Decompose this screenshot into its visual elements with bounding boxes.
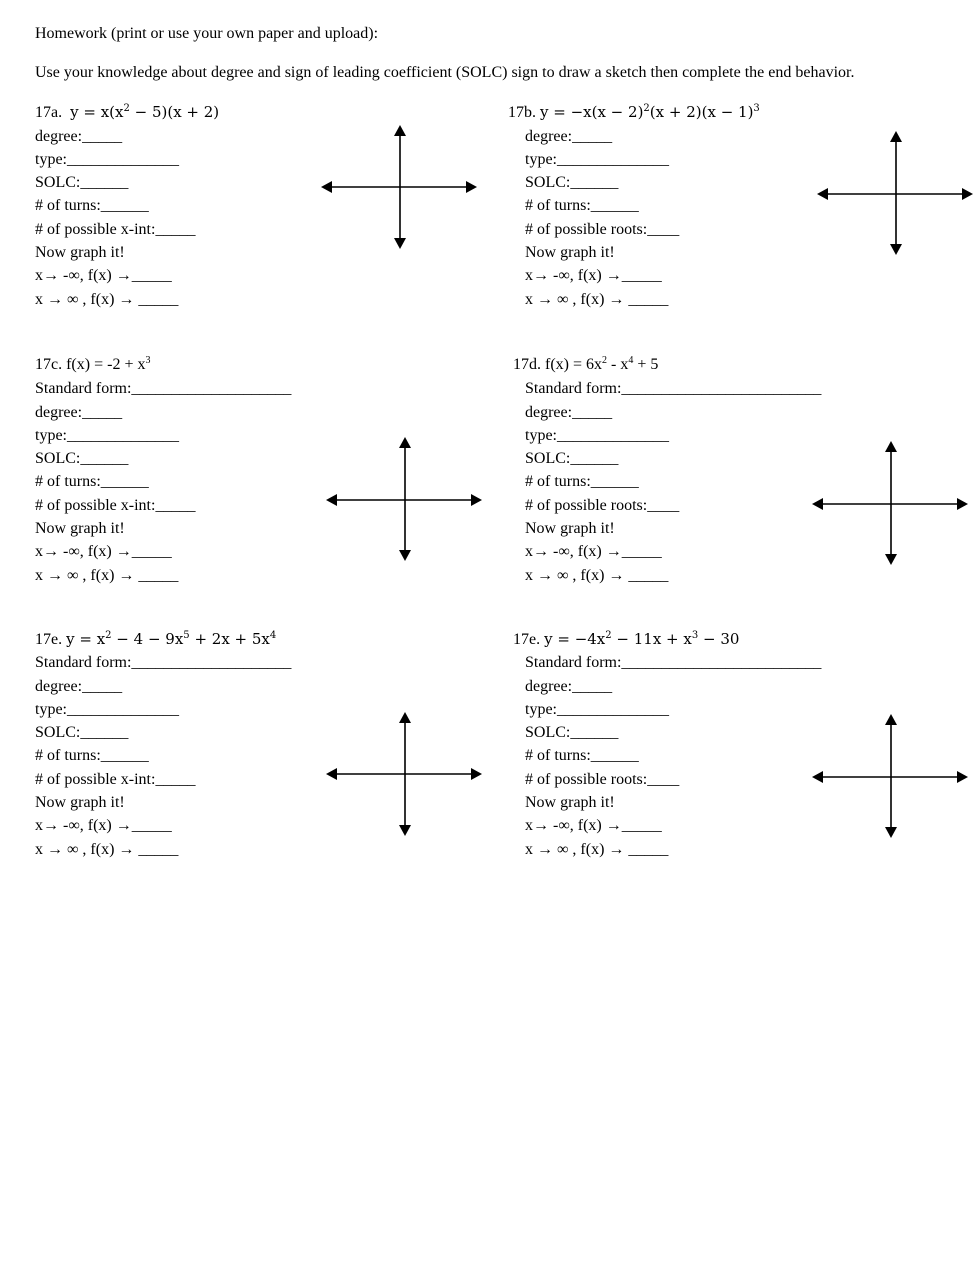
instructions: Use your knowledge about degree and sign of leading coefficient (SOLC) sign to draw a sketch then complete the end behavior. [35, 64, 855, 81]
type-field[interactable]: type:______________ [35, 701, 179, 718]
turns-field[interactable]: # of turns:______ [525, 747, 639, 764]
turns-field[interactable]: # of turns:______ [35, 747, 149, 764]
type-field[interactable]: type:______________ [525, 701, 669, 718]
turns-field[interactable]: # of turns:______ [525, 473, 639, 490]
graph-prompt: Now graph it! [525, 794, 615, 811]
type-field[interactable]: type:______________ [525, 151, 669, 168]
solc-field[interactable]: SOLC:______ [35, 724, 129, 741]
roots-field[interactable]: # of possible roots:____ [525, 221, 680, 238]
xint-field[interactable]: # of possible x-int:_____ [35, 497, 196, 514]
graph-prompt: Now graph it! [35, 244, 125, 261]
turns-field[interactable]: # of turns:______ [525, 197, 639, 214]
graph-prompt: Now graph it! [35, 520, 125, 537]
roots-field[interactable]: # of possible roots:____ [525, 497, 680, 514]
end-behavior-neg-field[interactable]: x→ -∞, f(x) →_____ [35, 817, 172, 834]
degree-field[interactable]: degree:_____ [35, 128, 123, 145]
degree-field[interactable]: degree:_____ [525, 128, 613, 145]
xint-field[interactable]: # of possible x-int:_____ [35, 221, 196, 238]
axes-17e-right [811, 713, 969, 839]
end-behavior-neg-field[interactable]: x→ -∞, f(x) →_____ [525, 817, 662, 834]
solc-field[interactable]: SOLC:______ [525, 724, 619, 741]
end-behavior-pos-field[interactable]: x → ∞ , f(x) → _____ [35, 841, 179, 858]
end-behavior-neg-field[interactable]: x→ -∞, f(x) →_____ [35, 267, 172, 284]
end-behavior-neg-field[interactable]: x→ -∞, f(x) →_____ [525, 267, 662, 284]
end-behavior-neg-field[interactable]: x→ -∞, f(x) →_____ [525, 543, 662, 560]
turns-field[interactable]: # of turns:______ [35, 473, 149, 490]
homework-header: Homework (print or use your own paper and upload): [35, 25, 379, 42]
end-behavior-pos-field[interactable]: x → ∞ , f(x) → _____ [525, 291, 669, 308]
degree-field[interactable]: degree:_____ [35, 678, 123, 695]
problem-17d-title: 17d. $f(x) = 6x^2 - x^4 + 5$ [513, 355, 659, 373]
roots-field[interactable]: # of possible roots:____ [525, 771, 680, 788]
standard-form-field[interactable]: Standard form:____________________ [35, 654, 292, 671]
end-behavior-neg-field[interactable]: x→ -∞, f(x) →_____ [35, 543, 172, 560]
axes-17b [816, 130, 974, 256]
solc-field[interactable]: SOLC:______ [35, 450, 129, 467]
end-behavior-pos-field[interactable]: x → ∞ , f(x) → _____ [525, 841, 669, 858]
graph-prompt: Now graph it! [35, 794, 125, 811]
axes-17d [811, 440, 969, 566]
end-behavior-pos-field[interactable]: x → ∞ , f(x) → _____ [525, 567, 669, 584]
end-behavior-pos-field[interactable]: x → ∞ , f(x) → _____ [35, 567, 179, 584]
turns-field[interactable]: # of turns:______ [35, 197, 149, 214]
problem-17e-right-title: 17e. $y = -4x^2 - 11x + x^3 - 30$ [513, 630, 740, 648]
problem-17b-title: 17b. $y = -x(x - 2)^2(x + 2)(x - 1)^3$ [508, 103, 760, 121]
solc-field[interactable]: SOLC:______ [525, 450, 619, 467]
problem-17a-title: 17a. $y = x(x^2 - 5)(x + 2)$ [35, 103, 220, 121]
problem-17c-title: 17c. $f(x) = -2 + x^3$ [35, 355, 151, 373]
xint-field[interactable]: # of possible x-int:_____ [35, 771, 196, 788]
graph-prompt: Now graph it! [525, 244, 615, 261]
standard-form-field[interactable]: Standard form:_________________________ [525, 380, 822, 397]
axes-17c [325, 436, 483, 562]
axes-17a [320, 124, 478, 250]
solc-field[interactable]: SOLC:______ [35, 174, 129, 191]
problem-17e-title: 17e. $y = x^2 - 4 - 9x^5 + 2x + 5x^4$ [35, 630, 277, 648]
standard-form-field[interactable]: Standard form:_________________________ [525, 654, 822, 671]
type-field[interactable]: type:______________ [35, 427, 179, 444]
axes-17e [325, 711, 483, 837]
degree-field[interactable]: degree:_____ [35, 404, 123, 421]
type-field[interactable]: type:______________ [525, 427, 669, 444]
degree-field[interactable]: degree:_____ [525, 678, 613, 695]
end-behavior-pos-field[interactable]: x → ∞ , f(x) → _____ [35, 291, 179, 308]
standard-form-field[interactable]: Standard form:____________________ [35, 380, 292, 397]
graph-prompt: Now graph it! [525, 520, 615, 537]
solc-field[interactable]: SOLC:______ [525, 174, 619, 191]
type-field[interactable]: type:______________ [35, 151, 179, 168]
degree-field[interactable]: degree:_____ [525, 404, 613, 421]
